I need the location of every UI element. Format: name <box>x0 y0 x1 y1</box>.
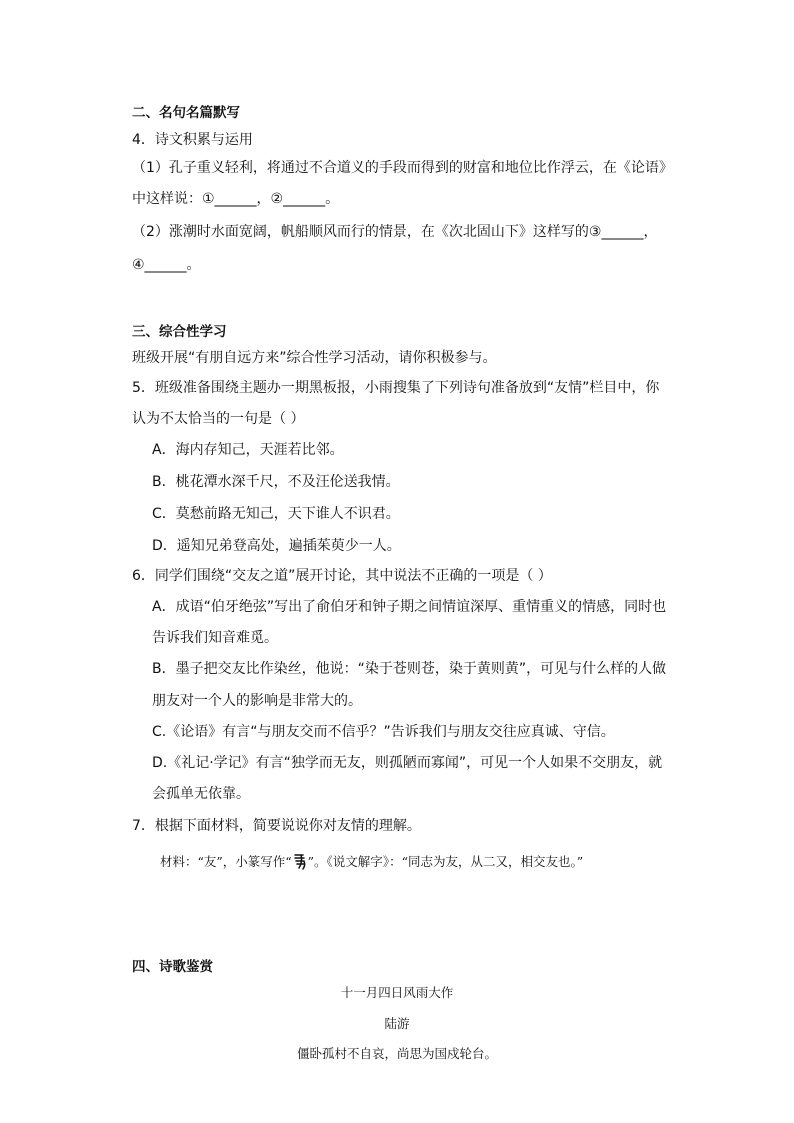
q6-option-a-line2: 告诉我们知音难觅。 <box>152 630 278 646</box>
q7-material-after: ”。《说文解字》：“同志为友，从二又，相交友也。” <box>307 854 584 869</box>
section2-heading: 二、名句名篇默写 <box>132 105 240 121</box>
section3-intro: 班级开展“有朋自远方来”综合性学习活动，请你积极参与。 <box>132 350 497 366</box>
q5-option-c: C．莫愁前路无知己，天下谁人不识君。 <box>152 506 400 522</box>
q4-part1-line1: （1）孔子重义轻利，将通过不合道义的手段而得到的财富和地位比作浮云，在《论语》 <box>132 160 673 176</box>
q4-title: 4．诗文积累与运用 <box>132 132 253 148</box>
poem-line-1: 僵卧孤村不自哀，尚思为国戍轮台。 <box>296 1046 497 1061</box>
poem-title: 十一月四日风雨大作 <box>340 985 454 1000</box>
q6-option-d-line1: D.《礼记·学记》有言“独学而无友，则孤陋而寡闻”，可见一个人如果不交朋友，就 <box>152 755 663 771</box>
q5-option-b: B．桃花潭水深千尺，不及汪伦送我情。 <box>152 474 400 490</box>
q6-option-a-line1: A．成语“伯牙绝弦”写出了俞伯牙和钟子期之间情谊深厚、重情重义的情感，同时也 <box>152 599 667 615</box>
seal-script-you-icon <box>292 852 308 870</box>
q4-part2-line1: （2）涨潮时水面宽阔，帆船顺风而行的情景，在《次北固山下》这样写的③______， <box>132 224 658 240</box>
q7-material-before: 材料：“友”，小篆写作“ <box>160 854 292 869</box>
q4-part2-line2: ④______。 <box>132 257 201 273</box>
q5-stem-line1: 5．班级准备围绕主题办一期黑板报，小雨搜集了下列诗句准备放到“友情”栏目中，你 <box>132 380 660 396</box>
q5-option-d: D．遥知兄弟登高处，遍插茱萸少一人。 <box>152 538 401 554</box>
q6-stem: 6．同学们围绕“交友之道”展开讨论，其中说法不正确的一项是（ ） <box>132 568 552 584</box>
q7-stem: 7．根据下面材料，简要说说你对友情的理解。 <box>132 818 421 834</box>
q5-option-a: A．海内存知己，天涯若比邻。 <box>152 442 344 458</box>
q6-option-d-line2: 会孤单无依靠。 <box>152 786 250 802</box>
section3-heading: 三、综合性学习 <box>132 324 227 340</box>
q6-option-b-line1: B．墨子把交友比作染丝，他说：“染于苍则苍，染于黄则黄”，可见与什么样的人做 <box>152 661 667 677</box>
q4-part1-line2: 中这样说：①______，②______。 <box>132 191 340 207</box>
q6-option-c: C.《论语》有言“与朋友交而不信乎？”告诉我们与朋友交往应真诚、守信。 <box>152 724 615 740</box>
poem-author: 陆游 <box>384 1016 410 1031</box>
q7-material <box>160 852 583 871</box>
section4-heading: 四、诗歌鉴赏 <box>132 959 213 975</box>
q5-stem-line2: 认为不太恰当的一句是（ ） <box>132 411 305 427</box>
q6-option-b-line2: 朋友对一个人的影响是非常大的。 <box>152 693 362 709</box>
